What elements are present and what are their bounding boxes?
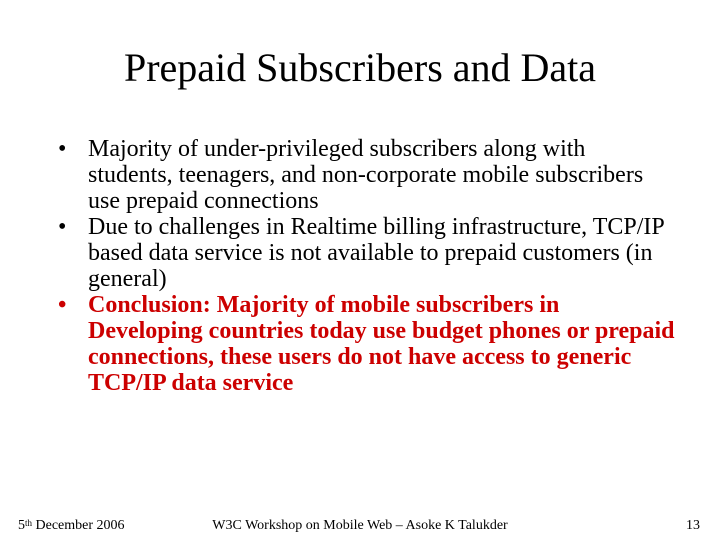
page-number: 13 [686, 518, 700, 533]
bullet-list [56, 136, 676, 396]
bullet-text: Conclusion: Majority of mobile subscribers in Developing countries today use budget phones or prepaid connections, these users do not have access to generic TCP/IP data service [88, 292, 675, 396]
bullet-text: Majority of under-privileged subscribers along with students, teenagers, and non-corporate mobile subscribers use prepaid connections [88, 136, 644, 214]
bullet-item-billing-challenges [56, 214, 676, 292]
footer-date-rest: December 2006 [32, 518, 125, 533]
bullet-marker: • [58, 292, 67, 318]
bullet-marker: • [58, 136, 67, 162]
bullet-item-prepaid-majority [56, 136, 676, 214]
footer-date-suffix: th [25, 518, 33, 528]
footer-date-day: 5 [18, 518, 25, 533]
slide-title: Prepaid Subscribers and Data [123, 45, 597, 90]
bullet-item-conclusion [56, 292, 676, 396]
footer-event-author: W3C Workshop on Mobile Web – Asoke K Talukder [212, 518, 508, 533]
bullet-marker: • [58, 214, 67, 240]
bullet-text: Due to challenges in Realtime billing infrastructure, TCP/IP based data service is not available to prepaid customers (in general) [88, 214, 664, 292]
